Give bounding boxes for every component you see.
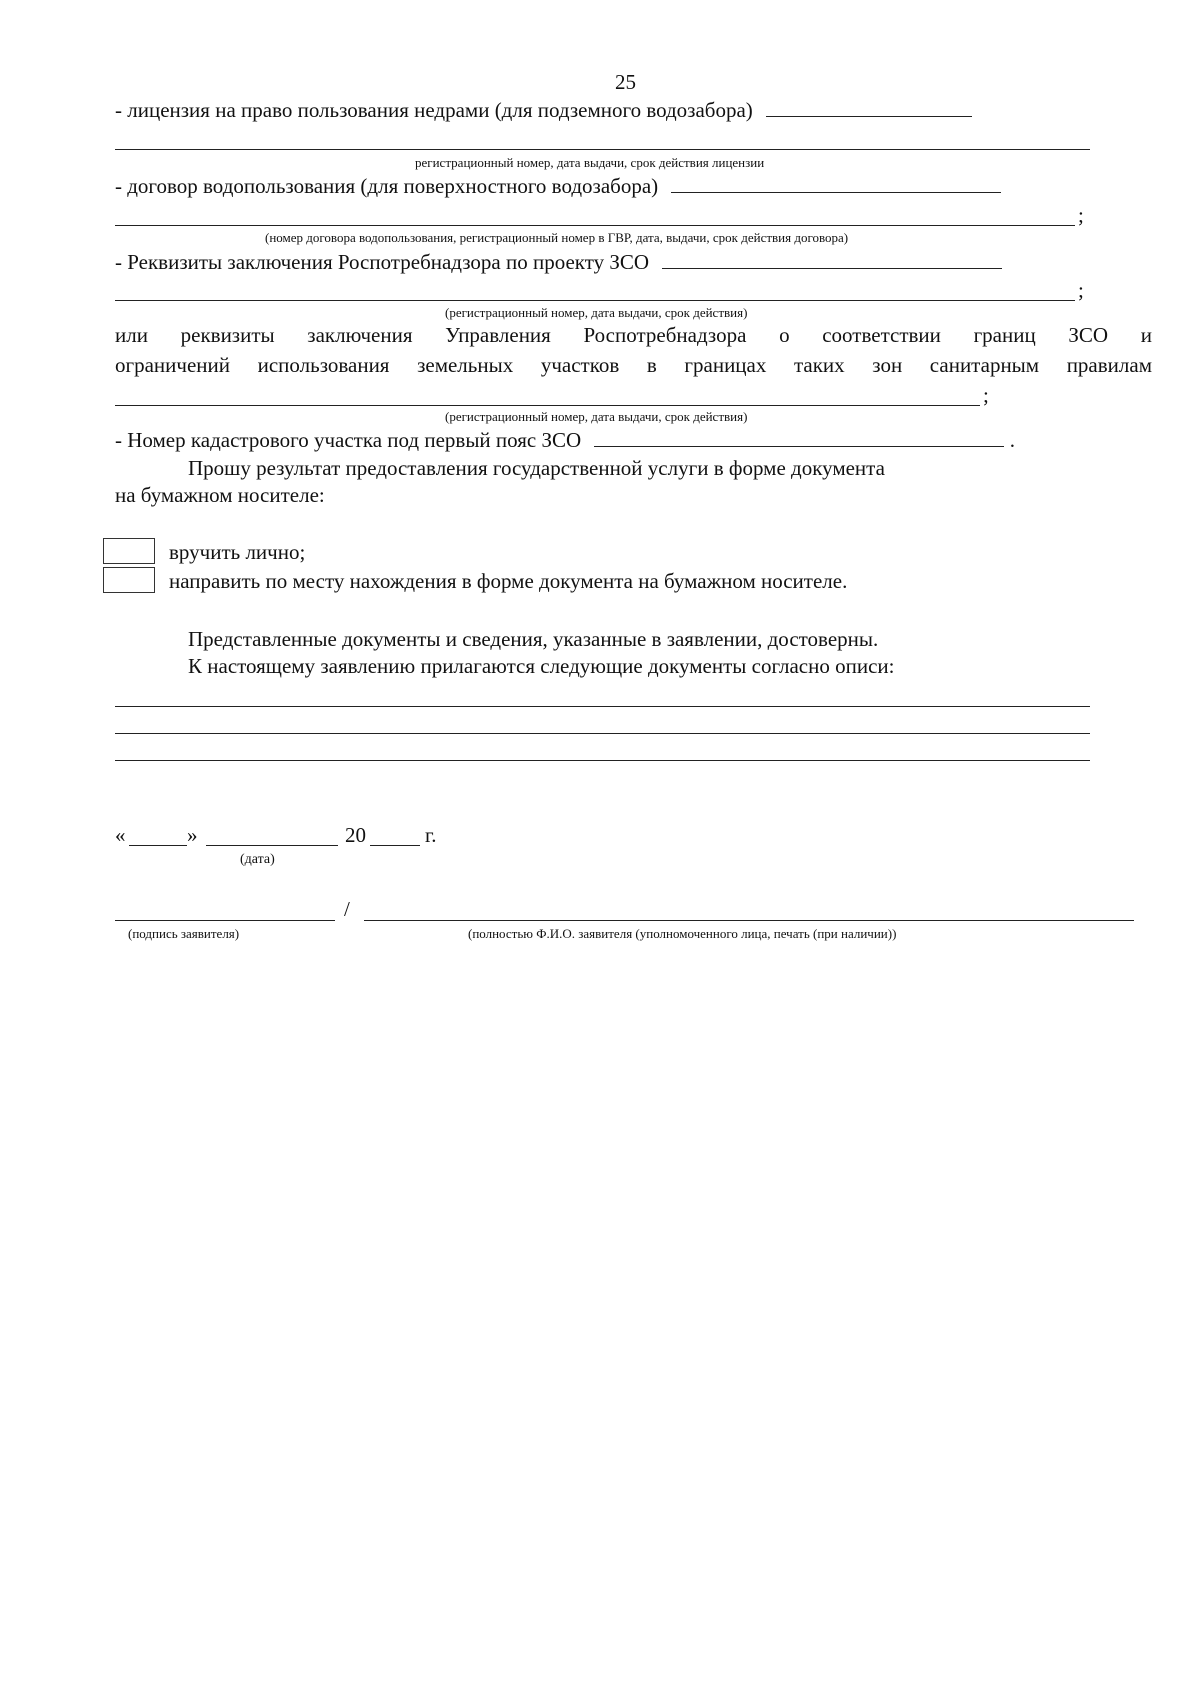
page-number: 25 (615, 70, 636, 94)
date-year-input[interactable] (370, 845, 420, 846)
full-name-caption: (полностью Ф.И.О. заявителя (уполномоченного лица, печать (при наличии)) (468, 926, 897, 941)
attachments-line-3[interactable] (115, 760, 1090, 761)
license-input-inline[interactable] (766, 98, 972, 117)
rpn-alt-end: ; (983, 383, 989, 407)
attachments-line-1[interactable] (115, 706, 1090, 707)
water-contract-input-inline[interactable] (671, 174, 1001, 193)
rpn-conclusion-input-inline[interactable] (662, 250, 1002, 269)
option-deliver-in-person-checkbox[interactable] (103, 538, 155, 564)
rpn-alt-caption: (регистрационный номер, дата выдачи, срок действия) (445, 409, 748, 424)
rpn-conclusion-end: ; (1078, 278, 1084, 302)
signature-input-line[interactable] (115, 920, 335, 921)
water-contract-input-line[interactable] (115, 225, 1075, 226)
full-name-input-line[interactable] (364, 920, 1134, 921)
option-deliver-in-person-label: вручить лично; (169, 540, 306, 564)
statement-line1: Представленные документы и сведения, указанные в заявлении, достоверны. (188, 627, 879, 651)
rpn-alt-line2: ограничений использования земельных участков в границах таких зон санитарным правилам (115, 353, 1152, 377)
cadastral-input-inline[interactable] (594, 428, 1004, 447)
attachments-line-2[interactable] (115, 733, 1090, 734)
rpn-alt-line1: или реквизиты заключения Управления Роспотребнадзора о соответствии границ ЗСО и (115, 323, 1152, 347)
request-line2: на бумажном носителе: (115, 483, 325, 507)
rpn-conclusion-label-text: - Реквизиты заключения Роспотребнадзора по проекту ЗСО (115, 250, 650, 274)
rpn-alt-input-line[interactable] (115, 405, 980, 406)
cadastral-label (115, 428, 1015, 452)
water-contract-caption: (номер договора водопользования, регистрационный номер в ГВР, дата, выдачи, срок действия договора) (265, 230, 849, 245)
option-send-by-location-checkbox[interactable] (103, 567, 155, 593)
rpn-conclusion-caption: (регистрационный номер, дата выдачи, срок действия) (445, 305, 748, 320)
signature-caption: (подпись заявителя) (128, 926, 240, 941)
water-contract-label-text: - договор водопользования (для поверхностного водозабора) (115, 174, 659, 198)
option-send-by-location-label: направить по месту нахождения в форме документа на бумажном носителе. (169, 569, 848, 593)
cadastral-end: . (1009, 428, 1015, 452)
date-close-quote: » (187, 823, 198, 847)
rpn-conclusion-input-line[interactable] (115, 300, 1075, 301)
date-year-prefix: 20 (345, 823, 366, 847)
request-line1: Прошу результат предоставления государственной услуги в форме документа (188, 456, 885, 480)
date-day-input[interactable] (129, 845, 187, 846)
signature-separator: / (344, 897, 350, 921)
license-caption: регистрационный номер, дата выдачи, срок действия лицензии (415, 155, 765, 170)
license-label-text: - лицензия на право пользования недрами (для подземного водозабора) (115, 98, 753, 122)
statement-line2: К настоящему заявлению прилагаются следующие документы согласно описи: (188, 654, 895, 678)
date-caption: (дата) (240, 852, 275, 867)
cadastral-label-text: - Номер кадастрового участка под первый пояс ЗСО (115, 428, 582, 452)
water-contract-label (115, 174, 1001, 198)
rpn-conclusion-label (115, 250, 1002, 274)
date-open-quote: « (115, 823, 126, 847)
license-input-line[interactable] (115, 149, 1090, 150)
date-year-suffix: г. (425, 823, 437, 847)
water-contract-end: ; (1078, 203, 1084, 227)
license-label (115, 98, 972, 122)
date-month-input[interactable] (206, 845, 338, 846)
